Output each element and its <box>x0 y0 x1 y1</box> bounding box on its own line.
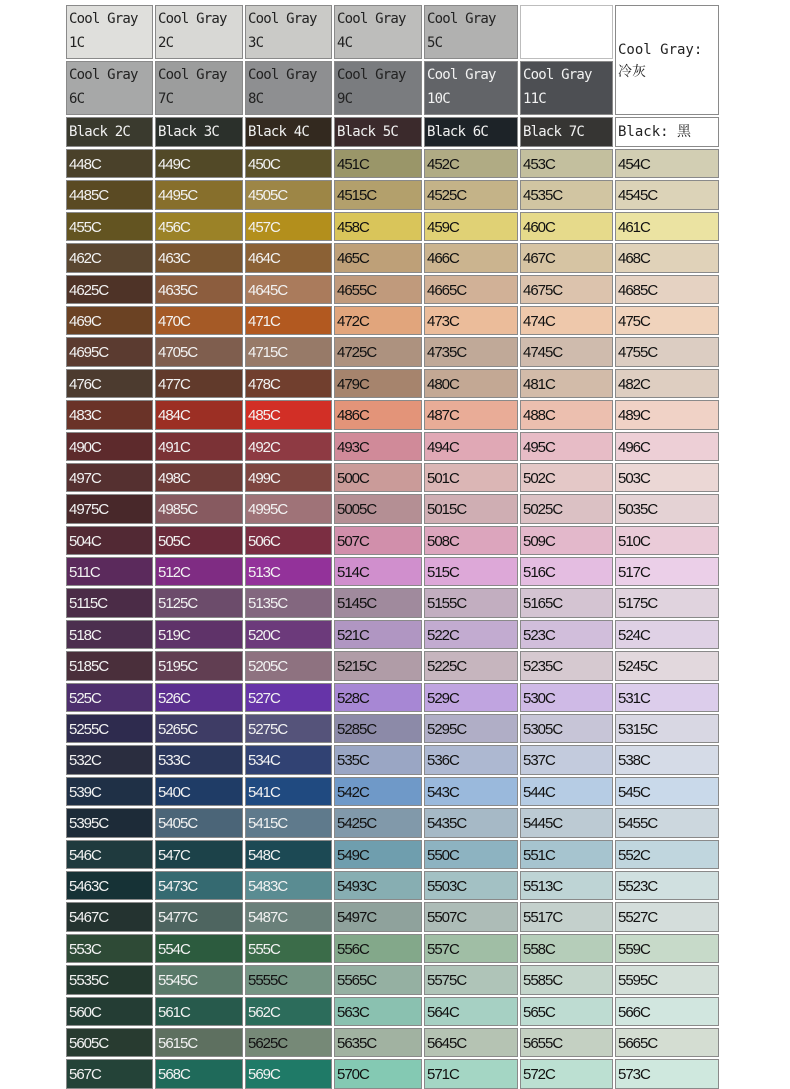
color-swatch: 565C <box>520 997 613 1026</box>
color-swatch: 4685C <box>615 275 719 304</box>
color-swatch: 5005C <box>334 494 422 523</box>
black-swatch: Black 2C <box>66 117 153 147</box>
color-swatch: 5315C <box>615 714 719 743</box>
color-swatch: 567C <box>66 1059 153 1088</box>
color-swatch: 458C <box>334 212 422 241</box>
color-swatch: 491C <box>155 432 243 461</box>
color-swatch: 538C <box>615 745 719 774</box>
color-swatch: 5015C <box>424 494 518 523</box>
color-swatch: 468C <box>615 243 719 272</box>
color-swatch: 553C <box>66 934 153 963</box>
color-swatch: 461C <box>615 212 719 241</box>
color-swatch: 5507C <box>424 902 518 931</box>
color-swatch: 5445C <box>520 808 613 837</box>
color-swatch: 564C <box>424 997 518 1026</box>
color-swatch: 527C <box>245 683 332 712</box>
color-swatch: 467C <box>520 243 613 272</box>
color-swatch: 531C <box>615 683 719 712</box>
color-swatch: 473C <box>424 306 518 335</box>
color-swatch: 573C <box>615 1059 719 1088</box>
color-swatch: 4645C <box>245 275 332 304</box>
color-swatch: 519C <box>155 620 243 649</box>
color-swatch: 533C <box>155 745 243 774</box>
color-swatch: 5285C <box>334 714 422 743</box>
color-swatch: 5305C <box>520 714 613 743</box>
color-swatch: 515C <box>424 557 518 586</box>
color-swatch: 5115C <box>66 588 153 617</box>
color-swatch: 462C <box>66 243 153 272</box>
color-swatch: 571C <box>424 1059 518 1088</box>
color-swatch: 5545C <box>155 965 243 994</box>
color-swatch: 5205C <box>245 651 332 680</box>
color-swatch: 558C <box>520 934 613 963</box>
cool-gray-legend <box>615 5 719 115</box>
color-swatch: 453C <box>520 149 613 178</box>
color-swatch: 477C <box>155 369 243 398</box>
color-swatch: 526C <box>155 683 243 712</box>
color-swatch: 482C <box>615 369 719 398</box>
color-swatch: 500C <box>334 463 422 492</box>
color-swatch: 5473C <box>155 871 243 900</box>
color-swatch: 5265C <box>155 714 243 743</box>
color-swatch: 450C <box>245 149 332 178</box>
color-swatch: 522C <box>424 620 518 649</box>
black-legend: Black: 黑 <box>615 117 719 147</box>
color-swatch: 460C <box>520 212 613 241</box>
color-swatch: 555C <box>245 934 332 963</box>
color-swatch: 536C <box>424 745 518 774</box>
color-swatch: 4725C <box>334 337 422 366</box>
color-swatch: 4705C <box>155 337 243 366</box>
color-swatch: 501C <box>424 463 518 492</box>
cool-gray-swatch: Cool Gray 10C <box>424 61 518 115</box>
color-swatch: 451C <box>334 149 422 178</box>
cool-gray-swatch: Cool Gray 1C <box>66 5 153 59</box>
color-swatch: 475C <box>615 306 719 335</box>
color-swatch: 5477C <box>155 902 243 931</box>
color-swatch: 4985C <box>155 494 243 523</box>
color-swatch: 546C <box>66 840 153 869</box>
color-swatch: 5483C <box>245 871 332 900</box>
color-swatch: 5275C <box>245 714 332 743</box>
color-swatch: 554C <box>155 934 243 963</box>
color-swatch: 5523C <box>615 871 719 900</box>
color-swatch: 5245C <box>615 651 719 680</box>
color-swatch: 471C <box>245 306 332 335</box>
color-swatch: 448C <box>66 149 153 178</box>
color-swatch: 559C <box>615 934 719 963</box>
color-swatch: 484C <box>155 400 243 429</box>
color-swatch: 5493C <box>334 871 422 900</box>
color-swatch: 545C <box>615 777 719 806</box>
color-swatch: 5415C <box>245 808 332 837</box>
color-swatch: 498C <box>155 463 243 492</box>
color-swatch: 490C <box>66 432 153 461</box>
color-swatch: 459C <box>424 212 518 241</box>
color-swatch: 4975C <box>66 494 153 523</box>
color-swatch: 566C <box>615 997 719 1026</box>
color-swatch: 5405C <box>155 808 243 837</box>
color-swatch: 543C <box>424 777 518 806</box>
color-swatch: 5665C <box>615 1028 719 1057</box>
color-swatch: 4695C <box>66 337 153 366</box>
color-swatch: 4515C <box>334 180 422 209</box>
color-swatch: 551C <box>520 840 613 869</box>
color-swatch: 5145C <box>334 588 422 617</box>
color-swatch: 542C <box>334 777 422 806</box>
color-swatch: 479C <box>334 369 422 398</box>
color-swatch: 4735C <box>424 337 518 366</box>
color-swatch: 5155C <box>424 588 518 617</box>
color-swatch: 508C <box>424 526 518 555</box>
color-swatch: 5395C <box>66 808 153 837</box>
color-swatch: 4505C <box>245 180 332 209</box>
color-swatch: 509C <box>520 526 613 555</box>
color-swatch: 454C <box>615 149 719 178</box>
color-swatch: 552C <box>615 840 719 869</box>
black-swatch: Black 4C <box>245 117 332 147</box>
color-swatch: 5645C <box>424 1028 518 1057</box>
black-swatch: Black 6C <box>424 117 518 147</box>
color-swatch: 486C <box>334 400 422 429</box>
color-swatch: 5585C <box>520 965 613 994</box>
color-swatch: 520C <box>245 620 332 649</box>
color-swatch: 570C <box>334 1059 422 1088</box>
color-swatch: 456C <box>155 212 243 241</box>
color-swatch: 4485C <box>66 180 153 209</box>
cool-gray-swatch: Cool Gray 8C <box>245 61 332 115</box>
color-swatch: 495C <box>520 432 613 461</box>
color-swatch: 5595C <box>615 965 719 994</box>
color-swatch: 5215C <box>334 651 422 680</box>
color-swatch: 5425C <box>334 808 422 837</box>
color-swatch: 539C <box>66 777 153 806</box>
color-swatch: 480C <box>424 369 518 398</box>
color-swatch: 5455C <box>615 808 719 837</box>
cool-gray-swatch: Cool Gray 6C <box>66 61 153 115</box>
color-swatch: 5517C <box>520 902 613 931</box>
color-swatch: 4715C <box>245 337 332 366</box>
color-swatch: 572C <box>520 1059 613 1088</box>
cool-gray-swatch: Cool Gray 4C <box>334 5 422 59</box>
color-swatch: 5467C <box>66 902 153 931</box>
color-swatch: 455C <box>66 212 153 241</box>
color-swatch: 5615C <box>155 1028 243 1057</box>
cool-gray-swatch: Cool Gray 9C <box>334 61 422 115</box>
color-swatch: 562C <box>245 997 332 1026</box>
color-swatch: 506C <box>245 526 332 555</box>
black-swatch: Black 5C <box>334 117 422 147</box>
color-swatch: 465C <box>334 243 422 272</box>
color-swatch: 529C <box>424 683 518 712</box>
color-swatch: 525C <box>66 683 153 712</box>
black-swatch: Black 3C <box>155 117 243 147</box>
color-swatch: 5035C <box>615 494 719 523</box>
cool-gray-swatch: Cool Gray 5C <box>424 5 518 59</box>
color-swatch: 4625C <box>66 275 153 304</box>
color-swatch: 5235C <box>520 651 613 680</box>
color-swatch: 5605C <box>66 1028 153 1057</box>
color-swatch: 499C <box>245 463 332 492</box>
color-swatch: 4635C <box>155 275 243 304</box>
color-swatch: 5527C <box>615 902 719 931</box>
color-swatch: 541C <box>245 777 332 806</box>
black-swatch: Black 7C <box>520 117 613 147</box>
color-swatch: 474C <box>520 306 613 335</box>
color-swatch: 504C <box>66 526 153 555</box>
color-swatch: 469C <box>66 306 153 335</box>
color-swatch: 507C <box>334 526 422 555</box>
color-swatch: 485C <box>245 400 332 429</box>
color-swatch: 524C <box>615 620 719 649</box>
color-swatch: 4535C <box>520 180 613 209</box>
color-swatch: 5025C <box>520 494 613 523</box>
cool-gray-swatch: Cool Gray 3C <box>245 5 332 59</box>
cool-gray-swatch: Cool Gray 7C <box>155 61 243 115</box>
color-swatch: 549C <box>334 840 422 869</box>
color-swatch: 5535C <box>66 965 153 994</box>
color-swatch: 563C <box>334 997 422 1026</box>
color-swatch: 511C <box>66 557 153 586</box>
color-swatch: 569C <box>245 1059 332 1088</box>
color-swatch: 518C <box>66 620 153 649</box>
color-swatch: 4545C <box>615 180 719 209</box>
cool-gray-legend-text: Cool Gray: 冷灰 <box>618 41 703 80</box>
color-swatch: 4755C <box>615 337 719 366</box>
color-swatch: 530C <box>520 683 613 712</box>
color-swatch: 483C <box>66 400 153 429</box>
color-swatch: 5487C <box>245 902 332 931</box>
color-swatch: 496C <box>615 432 719 461</box>
color-swatch: 4655C <box>334 275 422 304</box>
color-swatch: 4495C <box>155 180 243 209</box>
color-swatch: 489C <box>615 400 719 429</box>
color-swatch: 503C <box>615 463 719 492</box>
color-swatch: 5175C <box>615 588 719 617</box>
color-swatch: 535C <box>334 745 422 774</box>
color-swatch: 5255C <box>66 714 153 743</box>
color-swatch: 487C <box>424 400 518 429</box>
color-swatch: 4665C <box>424 275 518 304</box>
color-swatch: 493C <box>334 432 422 461</box>
color-swatch: 5655C <box>520 1028 613 1057</box>
color-swatch: 470C <box>155 306 243 335</box>
color-swatch: 497C <box>66 463 153 492</box>
color-swatch: 5185C <box>66 651 153 680</box>
color-swatch: 537C <box>520 745 613 774</box>
color-swatch: 5513C <box>520 871 613 900</box>
color-swatch: 452C <box>424 149 518 178</box>
color-swatch: 5463C <box>66 871 153 900</box>
color-swatch: 5555C <box>245 965 332 994</box>
color-swatch: 5295C <box>424 714 518 743</box>
color-swatch: 5503C <box>424 871 518 900</box>
color-swatch: 5635C <box>334 1028 422 1057</box>
color-swatch: 5125C <box>155 588 243 617</box>
color-swatch: 561C <box>155 997 243 1026</box>
color-swatch: 5165C <box>520 588 613 617</box>
color-swatch: 4525C <box>424 180 518 209</box>
color-swatch: 505C <box>155 526 243 555</box>
color-swatch: 523C <box>520 620 613 649</box>
color-swatch: 514C <box>334 557 422 586</box>
color-swatch: 472C <box>334 306 422 335</box>
color-swatch: 510C <box>615 526 719 555</box>
color-swatch: 488C <box>520 400 613 429</box>
color-swatch: 534C <box>245 745 332 774</box>
color-swatch: 5435C <box>424 808 518 837</box>
color-swatch: 557C <box>424 934 518 963</box>
color-swatch: 512C <box>155 557 243 586</box>
color-swatch: 516C <box>520 557 613 586</box>
color-swatch: 548C <box>245 840 332 869</box>
color-swatch: 4675C <box>520 275 613 304</box>
color-swatch: 544C <box>520 777 613 806</box>
color-swatch: 481C <box>520 369 613 398</box>
color-swatch: 478C <box>245 369 332 398</box>
color-swatch: 540C <box>155 777 243 806</box>
color-swatch: 5625C <box>245 1028 332 1057</box>
color-swatch: 502C <box>520 463 613 492</box>
color-swatch: 5225C <box>424 651 518 680</box>
color-swatch: 560C <box>66 997 153 1026</box>
color-swatch: 532C <box>66 745 153 774</box>
color-swatch: 4745C <box>520 337 613 366</box>
color-swatch: 513C <box>245 557 332 586</box>
color-swatch-grid <box>66 5 719 1089</box>
color-swatch: 5135C <box>245 588 332 617</box>
color-swatch: 568C <box>155 1059 243 1088</box>
color-swatch: 521C <box>334 620 422 649</box>
color-swatch: 517C <box>615 557 719 586</box>
color-swatch: 492C <box>245 432 332 461</box>
color-swatch: 5565C <box>334 965 422 994</box>
color-swatch: 457C <box>245 212 332 241</box>
color-swatch: 466C <box>424 243 518 272</box>
color-swatch: 476C <box>66 369 153 398</box>
color-swatch: 5195C <box>155 651 243 680</box>
color-swatch: 556C <box>334 934 422 963</box>
empty-swatch <box>520 5 613 59</box>
color-swatch: 463C <box>155 243 243 272</box>
color-swatch: 5575C <box>424 965 518 994</box>
cool-gray-swatch: Cool Gray 11C <box>520 61 613 115</box>
color-swatch: 528C <box>334 683 422 712</box>
color-swatch: 547C <box>155 840 243 869</box>
color-swatch: 5497C <box>334 902 422 931</box>
color-swatch: 449C <box>155 149 243 178</box>
color-swatch: 464C <box>245 243 332 272</box>
color-swatch: 4995C <box>245 494 332 523</box>
color-swatch: 550C <box>424 840 518 869</box>
color-swatch: 494C <box>424 432 518 461</box>
cool-gray-swatch: Cool Gray 2C <box>155 5 243 59</box>
